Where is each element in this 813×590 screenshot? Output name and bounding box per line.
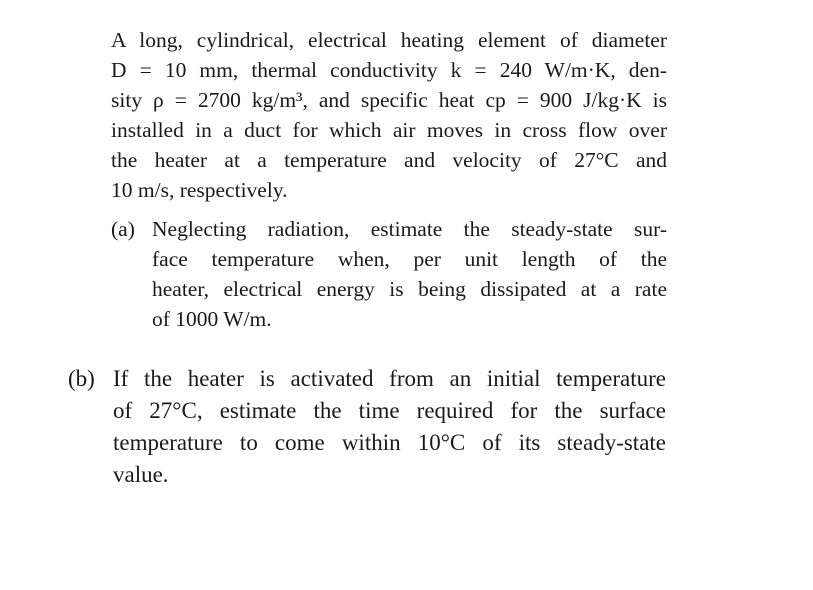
problem-line: D = 10 mm, thermal conductivity k = 240 W/m·K, den-	[111, 58, 667, 82]
problem-line: 10 m/s, respectively.	[111, 178, 288, 202]
part-b-marker: (b)	[68, 366, 95, 391]
part-a-line: heater, electrical energy is being dissipated at a rate	[152, 277, 667, 301]
part-b-line: If the heater is activated from an initial temperature	[113, 366, 666, 391]
part-a-marker: (a)	[111, 217, 135, 241]
problem-statement	[111, 25, 667, 205]
part-b-line: temperature to come within 10°C of its steady-state	[113, 430, 666, 455]
part-a-line: face temperature when, per unit length of the	[152, 247, 667, 271]
part-b-line: of 27°C, estimate the time required for the surface	[113, 398, 666, 423]
problem-line: sity ρ = 2700 kg/m³, and specific heat cp = 900 J/kg·K is	[111, 88, 667, 112]
part-b-line: value.	[113, 462, 169, 487]
part-a-line: Neglecting radiation, estimate the steady-state sur-	[152, 217, 667, 241]
part-a-line: of 1000 W/m.	[152, 307, 272, 331]
part-b-text	[113, 363, 666, 491]
problem-line: the heater at a temperature and velocity of 27°C and	[111, 148, 667, 172]
problem-line: installed in a duct for which air moves in cross flow over	[111, 118, 667, 142]
part-a-text	[152, 214, 667, 334]
problem-line: A long, cylindrical, electrical heating element of diameter	[111, 28, 667, 52]
